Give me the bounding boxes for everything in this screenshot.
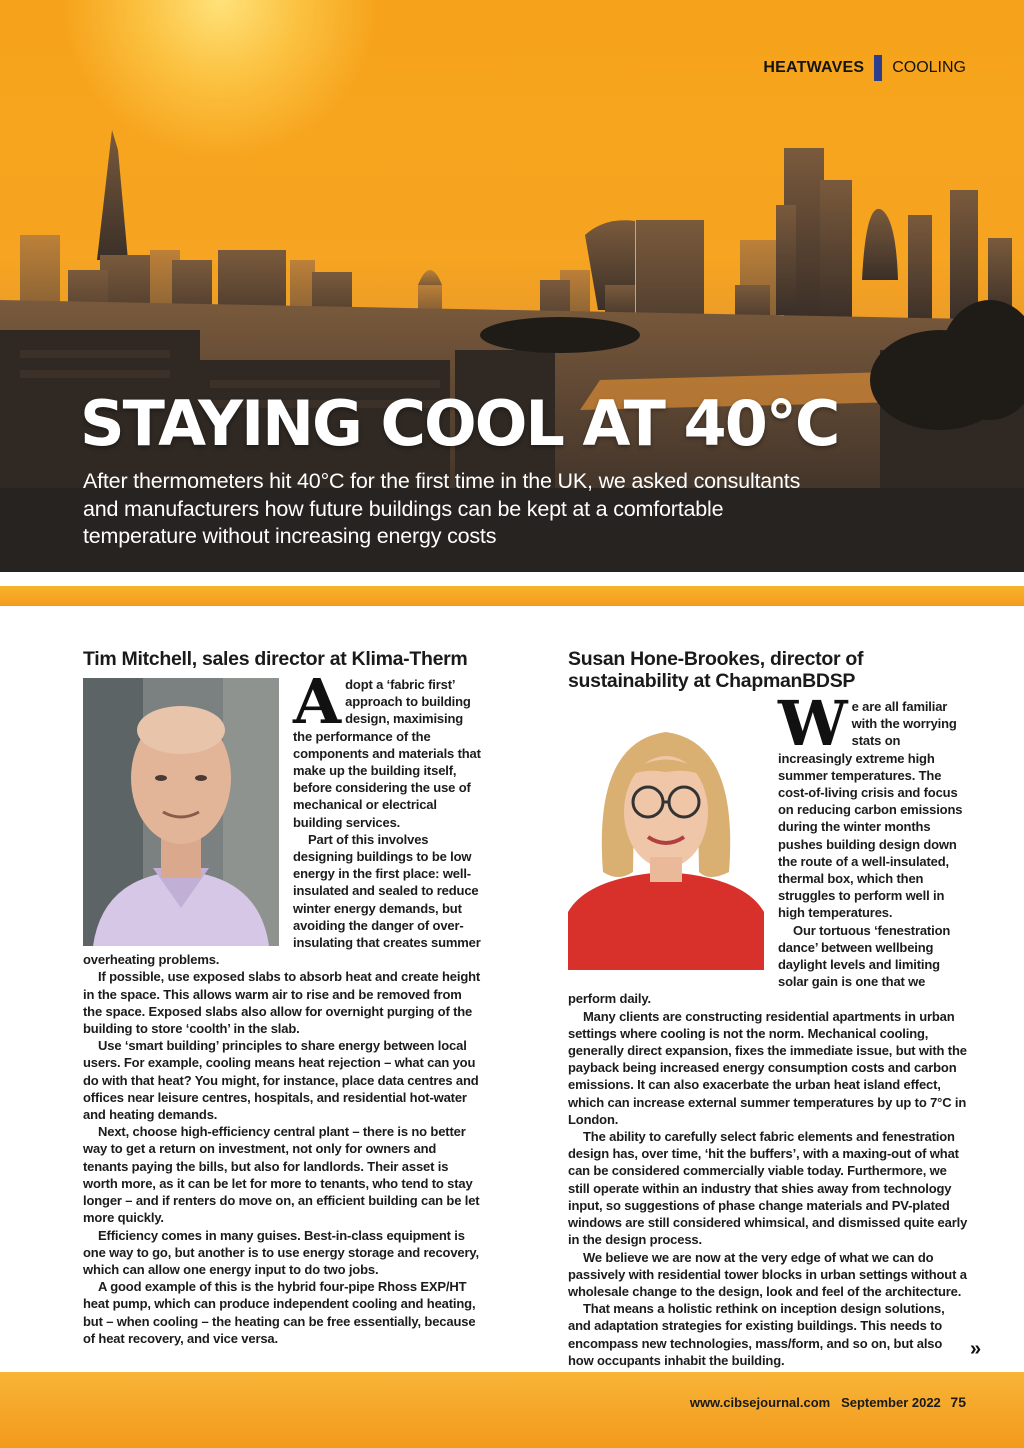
footer-date: September 2022: [841, 1395, 941, 1410]
left-paragraph: Part of this involves designing buildings to be low energy in the first place: well-insulated and sealed to reduce winter energy demands, but avoiding the danger of over-insulating that creates summer overheating problems.: [83, 831, 481, 968]
right-paragraph: Our tortuous ‘fenestration dance’ between wellbeing daylight levels and limiting solar gain is one that we perform daily.: [568, 922, 951, 1007]
left-paragraph: dopt a ‘fabric first’ approach to building design, maximising the performance of the components and materials that make up the building itself, before considering the use of mechanical or electrical building services.: [293, 677, 481, 830]
right-paragraph: The ability to carefully select fabric elements and fenestration design has, over time, ‘hit the buffers’, with a maxing-out of what can be considered commercially viable today. Furthermore, we still operate within an industry that shies away from technology input, so suggestions of phase change materials and PV-plated windows are still considered whimsical, and dismissed quite early in the design process.: [568, 1129, 968, 1248]
hero-image: [0, 0, 1024, 572]
left-paragraph: Use ‘smart building’ principles to share energy between local users. For example, cooling means heat rejection – what can you do with that heat? You might, for instance, place data centres and offices near leisure centres, hospitals, and residential hot-water and heating demands.: [83, 1038, 479, 1123]
left-paragraph: Next, choose high-efficiency central plant – there is no better way to get a return on investment, not only for owners and tenants paying the bills, but also for landlords. Their asset is worth more, as it can be let for more to tenants, who tend to stay longer – and if renters do move on, an efficient building can be let more quickly.: [83, 1124, 480, 1226]
susan-hone-brookes-portrait: [568, 702, 764, 970]
right-paragraph: That means a holistic rethink on inception design solutions, and adaptation strategies for existing buildings. This needs to encompass new technologies, mass/form, and so on, but also how occupants inhabit the building.: [568, 1301, 945, 1368]
london-skyline-illustration: [0, 120, 1024, 520]
footer-url: www.cibsejournal.com: [689, 1395, 831, 1410]
left-paragraph: If possible, use exposed slabs to absorb heat and create height in the space. This allows warm air to rise and be removed from the space. Exposed slabs also allow for overnight purging of the building to store ‘coolth’ in the slab.: [83, 969, 481, 1037]
left-byline: Tim Mitchell, sales director at Klima-Therm: [83, 648, 468, 670]
right-paragraph: Many clients are constructing residential apartments in urban settings where cooling is not the norm. Mechanical cooling, generally direct expansion, fixes the immediate issue, but with the payback being increased energy consumption costs and carbon emissions. It can also exacerbate the urban heat island effect, which can increase external summer temperatures by up to 7°C in London.: [568, 1008, 967, 1127]
section-tags: [763, 55, 966, 81]
section-tag: HEATWAVES: [763, 59, 865, 76]
left-paragraph: Efficiency comes in many guises. Best-in-class equipment is one way to go, but another is to use energy storage and recovery, which can allow one energy input to do two jobs.: [83, 1227, 479, 1277]
page-number: 75: [950, 1394, 966, 1410]
subsection-tag: COOLING: [892, 59, 966, 76]
article-standfirst: After thermometers hit 40°C for the first time in the UK, we asked consultants and manufacturers how future buildings can be kept at a comfortable temperature without increasing energy costs: [83, 469, 801, 548]
footer-info: [690, 1394, 966, 1410]
right-byline: Susan Hone-Brookes, director of sustainability at ChapmanBDSP: [568, 648, 864, 692]
tag-divider: [874, 55, 882, 81]
right-dropcap: W: [778, 687, 848, 760]
continue-arrow-icon: »: [970, 1338, 982, 1360]
right-column: [568, 648, 968, 1369]
right-paragraph: We believe we are now at the very edge of what we can do passively with residential tower blocks in urban settings without a wholesale change to the design, look and feel of the architecture.: [568, 1249, 967, 1299]
left-dropcap: A: [293, 665, 342, 738]
page-footer: [0, 1372, 1024, 1448]
article-headline: STAYING COOL AT 40°C: [80, 387, 839, 460]
right-paragraph: e are all familiar with the worrying stats on increasingly extreme high summer temperatures. The cost-of-living crisis and focus on reducing carbon emissions during the winter months pushes building design down the route of a well-insulated, thermal box, which then struggles to perform well in high temperatures.: [778, 699, 963, 921]
tim-mitchell-portrait: [83, 678, 279, 946]
orange-divider-strip: [0, 586, 1024, 606]
left-paragraph: A good example of this is the hybrid four-pipe Rhoss EXP/HT heat pump, which can produce independent cooling and heating, but – when cooling – the heating can be free essentially, because of heat recovery, and vice versa.: [83, 1279, 476, 1346]
left-column: [83, 648, 483, 1347]
